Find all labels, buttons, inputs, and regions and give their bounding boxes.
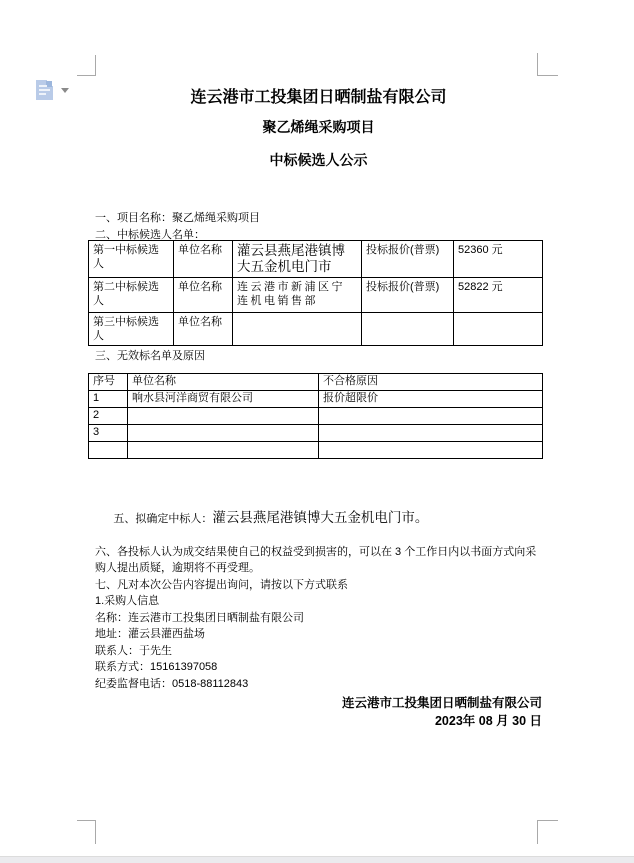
seq-cell: 3 bbox=[89, 425, 128, 442]
col-header-reason: 不合格原因 bbox=[319, 374, 543, 391]
buyer-name: 名称：连云港市工投集团日晒制盐有限公司 bbox=[95, 611, 304, 624]
text-boundary-mark-bottom-left bbox=[77, 820, 96, 844]
unit-name: 连云港市新浦区宁连机电销售部 bbox=[233, 278, 362, 313]
unit-label: 单位名称 bbox=[174, 313, 233, 346]
title-notice: 中标候选人公示 bbox=[269, 152, 368, 168]
section-candidate-list-label: 二、中标候选人名单： bbox=[95, 229, 205, 241]
seq-cell: 2 bbox=[89, 408, 128, 425]
candidate-rank: 第三中标候选人 bbox=[89, 313, 174, 346]
section-invalid-bids-label: 三、无效标名单及原因 bbox=[95, 350, 205, 362]
col-header-seq: 序号 bbox=[89, 374, 128, 391]
paste-options-button[interactable] bbox=[36, 80, 72, 102]
unit-label: 单位名称 bbox=[174, 278, 233, 313]
table-row bbox=[89, 241, 543, 278]
table-row bbox=[89, 408, 543, 425]
chevron-down-icon[interactable] bbox=[61, 88, 69, 93]
table-header-row bbox=[89, 374, 543, 391]
notice-paragraphs bbox=[95, 493, 545, 692]
page-bottom-edge bbox=[0, 856, 634, 863]
price-value: 52360 元 bbox=[454, 241, 543, 278]
section-winner bbox=[95, 493, 545, 544]
reason-cell bbox=[319, 408, 543, 425]
table-row bbox=[89, 442, 543, 459]
price-label bbox=[362, 313, 454, 346]
candidates-table bbox=[88, 240, 543, 346]
unit-cell bbox=[128, 442, 319, 459]
section-objection-line1: 六、各投标人认为成交结果使自己的权益受到损害的，可以在 3 个工作日内以书面方式向采 bbox=[95, 545, 537, 558]
unit-cell bbox=[128, 425, 319, 442]
signature-block bbox=[95, 695, 542, 730]
candidate-rank: 第一中标候选人 bbox=[89, 241, 174, 278]
paste-options-icon bbox=[36, 80, 53, 100]
buyer-info-title: 1.采购人信息 bbox=[95, 595, 160, 607]
invalid-bids-table bbox=[88, 373, 543, 459]
signature-date: 2023年 08 月 30 日 bbox=[434, 713, 542, 728]
text-boundary-mark-top-left bbox=[77, 55, 96, 76]
winner-name: 灌云县燕尾港镇博大五金机电门市。 bbox=[212, 509, 429, 525]
section-objection-line2: 购人提出质疑，逾期将不再受理。 bbox=[95, 562, 260, 574]
title-company: 连云港市工投集团日晒制盐有限公司 bbox=[190, 89, 447, 106]
text-boundary-mark-bottom-right bbox=[537, 820, 558, 844]
buyer-address: 地址：灌云县灌西盐场 bbox=[95, 628, 205, 640]
section-contact-intro: 七、凡对本次公告内容提出询问，请按以下方式联系 bbox=[95, 578, 348, 591]
table-row bbox=[89, 425, 543, 442]
unit-label: 单位名称 bbox=[174, 241, 233, 278]
price-value bbox=[454, 313, 543, 346]
unit-cell: 响水县河洋商贸有限公司 bbox=[128, 391, 319, 408]
supervision-phone: 纪委监督电话：0518-88112843 bbox=[95, 677, 249, 690]
seq-cell: 1 bbox=[89, 391, 128, 408]
reason-cell bbox=[319, 442, 543, 459]
winner-label: 五、拟确定中标人： bbox=[113, 512, 213, 525]
table-row bbox=[89, 313, 543, 346]
section-project-name: 一、项目名称：聚乙烯绳采购项目 bbox=[95, 212, 260, 224]
table-row bbox=[89, 391, 543, 408]
contact-phone: 联系方式：15161397058 bbox=[95, 661, 218, 673]
reason-cell: 报价超限价 bbox=[319, 391, 543, 408]
title-project: 聚乙烯绳采购项目 bbox=[262, 119, 375, 135]
price-label: 投标报价(普票) bbox=[362, 278, 454, 313]
price-label: 投标报价(普票) bbox=[362, 241, 454, 278]
seq-cell bbox=[89, 442, 128, 459]
unit-name bbox=[233, 313, 362, 346]
candidate-rank: 第二中标候选人 bbox=[89, 278, 174, 313]
contact-person: 联系人：于先生 bbox=[95, 644, 172, 657]
unit-name: 灌云县燕尾港镇博大五金机电门市 bbox=[233, 241, 362, 278]
price-value: 52822 元 bbox=[454, 278, 543, 313]
unit-cell bbox=[128, 408, 319, 425]
signature-company: 连云港市工投集团日晒制盐有限公司 bbox=[341, 696, 542, 710]
text-boundary-mark-top-right bbox=[537, 53, 558, 76]
col-header-unit: 单位名称 bbox=[128, 374, 319, 391]
table-row bbox=[89, 278, 543, 313]
reason-cell bbox=[319, 425, 543, 442]
